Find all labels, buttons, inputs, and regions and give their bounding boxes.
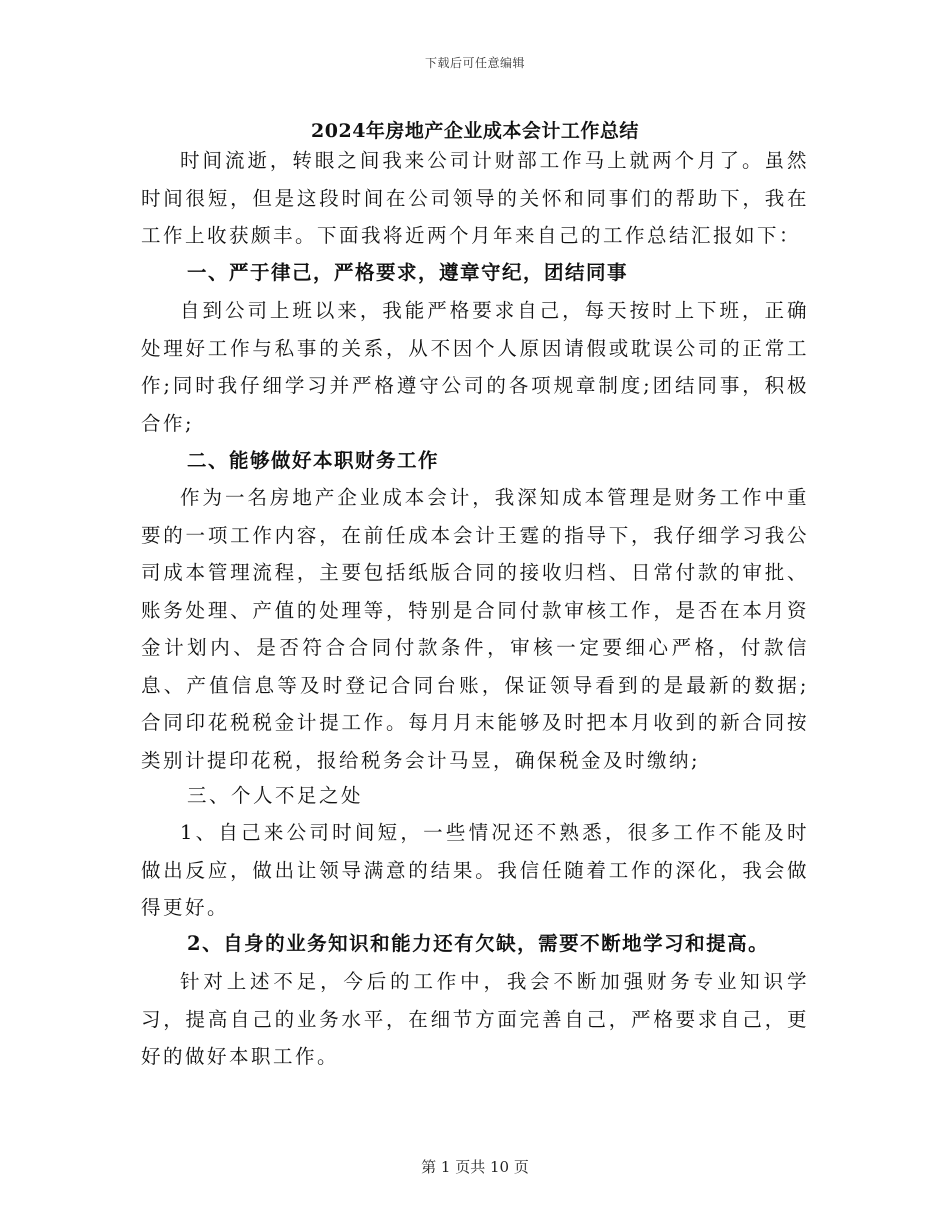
page-number-footer: 第 1 页共 10 页 bbox=[421, 1158, 529, 1176]
document-title: 2024年房地产企业成本会计工作总结 bbox=[311, 120, 639, 142]
section-3-paragraph: 1、自己来公司时间短，一些情况还不熟悉，很多工作不能及时做出反应，做出让领导满意的结果。我信任随着工作的深化，我会做得更好。 bbox=[141, 821, 809, 919]
intro-paragraph: 时间流逝，转眼之间我来公司计财部工作马上就两个月了。虽然时间很短，但是这段时间在公司领导的关怀和同事们的帮助下，我在工作上收获颇丰。下面我将近两个月年来自己的工作总结汇报如下： bbox=[141, 149, 809, 247]
section-2-heading: 二、能够做好本职财务工作 bbox=[187, 449, 440, 472]
section-1-heading: 一、严于律己，严格要求，遵章守纪，团结同事 bbox=[187, 261, 629, 284]
section-3-heading: 三、个人不足之处 bbox=[187, 784, 364, 807]
section-2-paragraph: 作为一名房地产企业成本会计，我深知成本管理是财务工作中重要的一项工作内容，在前任成本会计王霆的指导下，我仔细学习我公司成本管理流程，主要包括纸版合同的接收归档、日常付款的审批、账务处理、产值的处理等，特别是合同付款审核工作，是否在本月资金计划内、是否符合合同付款条件，审核一定要细心严格，付款信息、产值信息等及时登记合同台账，保证领导看到的是最新的数据;合同印花税税金计提工作。每月月末能够及时把本月收到的新合同按类别计提印花税，报给税务会计马昱，确保税金及时缴纳; bbox=[141, 486, 809, 772]
page-header-note: 下载后可任意编辑 bbox=[424, 56, 525, 70]
section-1-paragraph: 自到公司上班以来，我能严格要求自己，每天按时上下班，正确处理好工作与私事的关系，从不因个人原因请假或耽误公司的正常工作;同时我仔细学习并严格遵守公司的各项规章制度;团结同事，积极合作; bbox=[141, 299, 809, 435]
section-4-paragraph: 针对上述不足，今后的工作中，我会不断加强财务专业知识学习，提高自己的业务水平，在细节方面完善自己，严格要求自己，更好的做好本职工作。 bbox=[141, 970, 809, 1068]
section-4-heading: 2、自身的业务知识和能力还有欠缺，需要不断地学习和提高。 bbox=[187, 932, 770, 955]
